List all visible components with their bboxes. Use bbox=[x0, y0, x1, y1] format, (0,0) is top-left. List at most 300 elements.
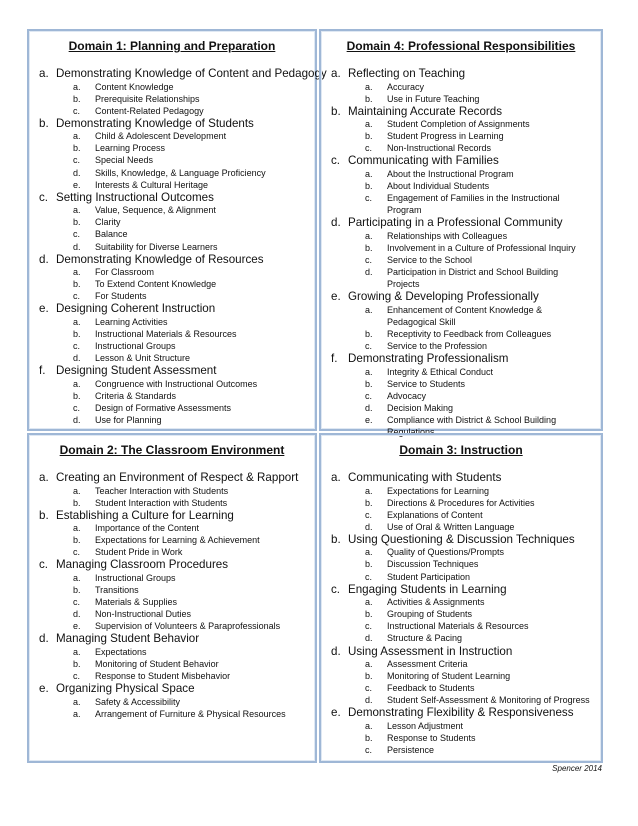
category-heading bbox=[37, 253, 307, 267]
item-letter: c. bbox=[73, 597, 81, 608]
item-text: Arrangement of Furniture & Physical Resources bbox=[95, 708, 286, 719]
list-item bbox=[329, 509, 593, 521]
category-heading bbox=[37, 509, 307, 523]
category-heading bbox=[37, 471, 307, 485]
list-item bbox=[329, 558, 593, 570]
item-text: About Individual Students bbox=[387, 181, 490, 192]
item-text: Student Pride in Work bbox=[95, 547, 183, 558]
item-letter: a. bbox=[73, 131, 81, 142]
item-letter: b. bbox=[73, 279, 81, 290]
item-text: Use of Oral & Written Language bbox=[387, 521, 515, 532]
item-text: Accuracy bbox=[387, 81, 425, 92]
list-item bbox=[329, 168, 593, 180]
item-text: Learning Activities bbox=[95, 316, 168, 327]
item-text: Student Progress in Learning bbox=[387, 131, 504, 142]
list-item bbox=[37, 81, 307, 93]
list-item bbox=[37, 390, 307, 402]
list-item bbox=[329, 378, 593, 390]
domain-1-panel bbox=[27, 29, 327, 431]
item-letter: b. bbox=[73, 217, 81, 228]
item-letter: b. bbox=[73, 659, 81, 670]
item-text: Relationships with Colleagues bbox=[387, 230, 508, 241]
item-letter: b. bbox=[365, 378, 373, 389]
item-letter: a. bbox=[73, 205, 81, 216]
list-item bbox=[329, 118, 593, 130]
item-letter: a. bbox=[73, 81, 81, 92]
category-letter: e. bbox=[39, 302, 49, 316]
category-label: Designing Student Assessment bbox=[56, 364, 217, 378]
item-letter: b. bbox=[73, 585, 81, 596]
category-label: Using Questioning & Discussion Techniques bbox=[348, 532, 575, 546]
item-letter: a. bbox=[365, 230, 373, 241]
item-letter: c. bbox=[365, 571, 373, 582]
list-item bbox=[37, 522, 307, 534]
category-letter: f. bbox=[331, 352, 338, 366]
item-text: Interests & Cultural Heritage bbox=[95, 179, 209, 190]
item-text: Learning Process bbox=[95, 143, 166, 154]
domain-3-panel bbox=[319, 433, 603, 763]
item-letter: e. bbox=[73, 621, 81, 632]
list-item bbox=[329, 340, 593, 352]
item-letter: b. bbox=[365, 181, 373, 192]
domain-4-panel bbox=[319, 29, 603, 438]
category-label: Demonstrating Professionalism bbox=[348, 352, 509, 366]
item-text: Design of Formative Assessments bbox=[95, 402, 232, 413]
category-letter: b. bbox=[331, 532, 341, 546]
category-label: Communicating with Students bbox=[348, 471, 502, 484]
item-text: Instructional Materials & Resources bbox=[387, 621, 529, 632]
list-item bbox=[329, 596, 593, 608]
category-letter: a. bbox=[331, 67, 341, 80]
item-text: Service to the Profession bbox=[387, 341, 488, 352]
item-letter: d. bbox=[365, 633, 373, 644]
category-label: Growing & Developing Professionally bbox=[348, 290, 539, 304]
category-letter: c. bbox=[39, 190, 49, 204]
item-text: Clarity bbox=[95, 217, 121, 228]
item-text: Special Needs bbox=[95, 155, 154, 166]
category-heading bbox=[329, 154, 593, 168]
list-item bbox=[329, 632, 593, 644]
list-item bbox=[37, 608, 307, 620]
item-text: Quality of Questions/Prompts bbox=[387, 547, 505, 558]
item-letter: c. bbox=[365, 193, 373, 204]
item-letter: c. bbox=[73, 229, 81, 240]
item-text: Skills, Knowledge, & Language Proficiency bbox=[95, 167, 266, 178]
category-label: Demonstrating Knowledge of Content and Pedagogy bbox=[56, 67, 327, 80]
category-label: Designing Coherent Instruction bbox=[56, 302, 216, 316]
item-letter: b. bbox=[73, 329, 81, 339]
list-item bbox=[329, 402, 593, 414]
list-item bbox=[329, 366, 593, 378]
item-text: Use for Planning bbox=[95, 415, 162, 426]
item-text: Engagement of Families in the Instructional Program bbox=[387, 193, 560, 216]
item-letter: c. bbox=[73, 341, 81, 352]
category-letter: d. bbox=[331, 644, 341, 658]
category-heading bbox=[37, 682, 307, 696]
list-item bbox=[37, 167, 307, 179]
item-text: Involvement in a Culture of Professional Inquiry bbox=[387, 242, 576, 253]
item-text: Receptivity to Feedback from Colleagues bbox=[387, 329, 552, 339]
item-letter: e. bbox=[73, 179, 81, 190]
item-letter: c. bbox=[73, 105, 81, 116]
list-item bbox=[37, 216, 307, 228]
item-text: Explanations of Content bbox=[387, 509, 483, 520]
item-letter: e. bbox=[365, 415, 373, 426]
category-heading bbox=[329, 67, 593, 81]
category-letter: a. bbox=[39, 67, 49, 80]
item-letter: d. bbox=[365, 695, 373, 706]
item-text: Non-Instructional Duties bbox=[95, 609, 192, 620]
item-text: Instructional Materials & Resources bbox=[95, 329, 237, 339]
item-text: Safety & Accessibility bbox=[95, 696, 181, 707]
list-item bbox=[37, 402, 307, 414]
item-text: About the Instructional Program bbox=[387, 168, 514, 179]
list-item bbox=[329, 485, 593, 497]
category-letter: c. bbox=[39, 558, 49, 572]
category-label: Communicating with Families bbox=[348, 154, 499, 168]
item-letter: a. bbox=[365, 168, 373, 179]
category-heading bbox=[329, 105, 593, 119]
item-letter: a. bbox=[73, 572, 81, 583]
item-letter: d. bbox=[365, 267, 373, 278]
item-letter: a. bbox=[365, 659, 373, 670]
item-letter: a. bbox=[73, 485, 81, 496]
category-heading bbox=[329, 645, 593, 659]
category-letter: b. bbox=[39, 116, 49, 130]
item-letter: a. bbox=[365, 547, 373, 558]
item-text: Assessment Criteria bbox=[387, 659, 468, 670]
item-text: Enhancement of Content Knowledge & Pedagogical Skill bbox=[387, 304, 543, 327]
category-label: Demonstrating Knowledge of Students bbox=[56, 116, 254, 130]
list-item bbox=[37, 154, 307, 166]
category-letter: d. bbox=[331, 216, 341, 230]
list-item bbox=[37, 708, 307, 720]
item-letter: a. bbox=[73, 708, 81, 719]
item-text: Balance bbox=[95, 229, 128, 240]
category-letter: c. bbox=[331, 154, 341, 168]
item-text: Use in Future Teaching bbox=[387, 93, 480, 104]
category-label: Demonstrating Flexibility & Responsiveness bbox=[348, 706, 574, 720]
item-text: Service to Students bbox=[387, 378, 466, 389]
item-text: For Students bbox=[95, 291, 147, 302]
list-item bbox=[37, 290, 307, 302]
list-item bbox=[37, 658, 307, 670]
list-item bbox=[37, 105, 307, 117]
item-letter: a. bbox=[365, 485, 373, 496]
category-label: Reflecting on Teaching bbox=[348, 67, 466, 80]
item-text: Feedback to Students bbox=[387, 683, 475, 694]
list-item bbox=[37, 228, 307, 240]
item-letter: c. bbox=[365, 621, 373, 632]
list-item bbox=[37, 179, 307, 191]
panel-title: Domain 4: Professional Responsibilities bbox=[346, 39, 576, 53]
item-letter: b. bbox=[365, 559, 373, 570]
list-item bbox=[37, 352, 307, 364]
item-letter: b. bbox=[73, 497, 81, 508]
item-letter: d. bbox=[73, 609, 81, 620]
list-item bbox=[37, 130, 307, 142]
item-letter: c. bbox=[73, 671, 81, 682]
list-item bbox=[37, 378, 307, 390]
item-text: Student Participation bbox=[387, 571, 471, 582]
list-item bbox=[37, 584, 307, 596]
list-item bbox=[329, 304, 593, 328]
category-heading bbox=[37, 632, 307, 646]
list-item bbox=[37, 485, 307, 497]
item-letter: c. bbox=[73, 402, 81, 413]
list-item bbox=[37, 646, 307, 658]
item-letter: d. bbox=[73, 353, 81, 364]
item-letter: c. bbox=[365, 390, 373, 401]
item-letter: b. bbox=[365, 733, 373, 743]
item-text: Student Interaction with Students bbox=[95, 497, 228, 508]
category-label: Establishing a Culture for Learning bbox=[56, 508, 234, 522]
category-letter: b. bbox=[331, 104, 341, 118]
list-item bbox=[329, 744, 593, 756]
category-label: Maintaining Accurate Records bbox=[348, 104, 503, 118]
list-item bbox=[329, 620, 593, 632]
item-letter: a. bbox=[365, 366, 373, 377]
list-item bbox=[37, 572, 307, 584]
item-text: Expectations for Learning bbox=[387, 485, 490, 496]
item-letter: b. bbox=[365, 242, 373, 253]
item-text: Instructional Groups bbox=[95, 572, 176, 583]
category-letter: d. bbox=[39, 632, 49, 646]
list-item bbox=[329, 93, 593, 105]
item-text: Response to Student Misbehavior bbox=[95, 671, 231, 682]
list-item bbox=[329, 732, 593, 744]
item-letter: c. bbox=[73, 291, 81, 302]
category-label: Engaging Students in Learning bbox=[348, 582, 507, 596]
list-item bbox=[37, 328, 307, 340]
item-text: Child & Adolescent Development bbox=[95, 131, 227, 142]
item-letter: b. bbox=[365, 329, 373, 339]
list-item bbox=[329, 658, 593, 670]
list-item bbox=[329, 694, 593, 706]
item-letter: b. bbox=[73, 93, 81, 104]
item-text: Grouping of Students bbox=[387, 609, 473, 620]
item-text: Importance of the Content bbox=[95, 523, 200, 534]
list-item bbox=[329, 192, 593, 216]
category-letter: f. bbox=[39, 364, 46, 378]
panel-title: Domain 1: Planning and Preparation bbox=[68, 39, 276, 53]
list-item bbox=[329, 81, 593, 93]
item-text: Structure & Pacing bbox=[387, 633, 463, 644]
list-item bbox=[37, 414, 307, 426]
item-text: Congruence with Instructional Outcomes bbox=[95, 378, 258, 389]
item-text: Teacher Interaction with Students bbox=[95, 485, 229, 496]
item-text: Expectations bbox=[95, 646, 147, 657]
category-letter: c. bbox=[331, 582, 341, 596]
list-item bbox=[37, 241, 307, 253]
item-letter: a. bbox=[365, 304, 373, 315]
item-text: Student Completion of Assignments bbox=[387, 119, 530, 130]
item-text: Directions & Procedures for Activities bbox=[387, 497, 535, 508]
item-letter: b. bbox=[73, 535, 81, 546]
item-text: Compliance with District & School Building Regulations bbox=[387, 415, 557, 438]
item-text: Advocacy bbox=[387, 390, 427, 401]
panel-title: Domain 2: The Classroom Environment bbox=[59, 443, 285, 457]
list-item bbox=[37, 620, 307, 632]
item-text: For Classroom bbox=[95, 267, 155, 278]
panel-title: Domain 3: Instruction bbox=[399, 443, 523, 457]
category-letter: e. bbox=[39, 682, 49, 696]
domain-2-panel bbox=[27, 433, 317, 763]
item-letter: c. bbox=[73, 155, 81, 166]
item-letter: d. bbox=[73, 167, 81, 178]
item-text: Prerequisite Relationships bbox=[95, 93, 200, 104]
item-letter: d. bbox=[365, 402, 373, 413]
item-text: Transitions bbox=[95, 585, 139, 596]
category-heading bbox=[37, 558, 307, 572]
item-letter: b. bbox=[73, 143, 81, 154]
item-letter: a. bbox=[73, 646, 81, 657]
category-heading bbox=[37, 67, 327, 81]
category-heading bbox=[37, 117, 307, 131]
list-item bbox=[329, 521, 593, 533]
list-item bbox=[37, 546, 307, 558]
category-label: Participating in a Professional Community bbox=[348, 216, 563, 230]
item-letter: a. bbox=[73, 267, 81, 278]
category-letter: e. bbox=[331, 290, 341, 304]
list-item bbox=[329, 670, 593, 682]
list-item bbox=[37, 340, 307, 352]
category-heading bbox=[329, 216, 593, 230]
item-letter: c. bbox=[365, 255, 373, 266]
list-item bbox=[329, 720, 593, 732]
category-letter: b. bbox=[39, 508, 49, 522]
list-item bbox=[37, 316, 307, 328]
item-letter: c. bbox=[365, 341, 373, 352]
item-text: Student Self-Assessment & Monitoring of Progress bbox=[387, 695, 590, 706]
list-item bbox=[37, 278, 307, 290]
list-item bbox=[329, 390, 593, 402]
item-text: Discussion Techniques bbox=[387, 559, 479, 570]
category-label: Setting Instructional Outcomes bbox=[56, 190, 214, 204]
category-label: Using Assessment in Instruction bbox=[348, 644, 513, 658]
list-item bbox=[329, 328, 593, 340]
item-letter: a. bbox=[73, 316, 81, 327]
category-heading bbox=[329, 533, 593, 547]
item-text: Monitoring of Student Behavior bbox=[95, 659, 219, 670]
item-letter: d. bbox=[73, 415, 81, 426]
list-item bbox=[329, 242, 593, 254]
category-letter: a. bbox=[331, 471, 341, 484]
list-item bbox=[329, 266, 593, 290]
category-letter: d. bbox=[39, 252, 49, 266]
item-letter: c. bbox=[365, 683, 373, 694]
item-text: Criteria & Standards bbox=[95, 390, 177, 401]
item-letter: b. bbox=[365, 131, 373, 142]
category-heading bbox=[37, 364, 307, 378]
category-heading bbox=[329, 352, 593, 366]
list-item bbox=[329, 497, 593, 509]
item-text: Persistence bbox=[387, 745, 435, 756]
item-letter: c. bbox=[365, 745, 373, 756]
item-text: Activities & Assignments bbox=[387, 597, 485, 608]
item-text: Suitability for Diverse Learners bbox=[95, 241, 218, 252]
item-letter: a. bbox=[73, 378, 81, 389]
list-item bbox=[329, 682, 593, 694]
item-text: Lesson Adjustment bbox=[387, 720, 464, 731]
item-text: Integrity & Ethical Conduct bbox=[387, 366, 494, 377]
item-text: To Extend Content Knowledge bbox=[95, 279, 217, 290]
item-text: Service to the School bbox=[387, 255, 473, 266]
category-label: Organizing Physical Space bbox=[56, 682, 195, 696]
list-item bbox=[329, 142, 593, 154]
item-text: Content Knowledge bbox=[95, 81, 174, 92]
category-heading bbox=[37, 302, 307, 316]
item-text: Supervision of Volunteers & Paraprofessionals bbox=[95, 621, 281, 632]
category-heading bbox=[329, 290, 593, 304]
item-letter: a. bbox=[365, 597, 373, 608]
item-text: Value, Sequence, & Alignment bbox=[95, 205, 216, 216]
item-letter: b. bbox=[365, 671, 373, 682]
list-item bbox=[37, 497, 307, 509]
item-letter: a. bbox=[365, 720, 373, 731]
item-letter: b. bbox=[365, 93, 373, 104]
list-item bbox=[37, 670, 307, 682]
category-label: Managing Student Behavior bbox=[56, 632, 200, 646]
category-label: Creating an Environment of Respect & Rapport bbox=[56, 471, 299, 484]
list-item bbox=[329, 608, 593, 620]
list-item bbox=[329, 180, 593, 192]
list-item bbox=[37, 266, 307, 278]
category-heading bbox=[329, 706, 593, 720]
list-item bbox=[329, 130, 593, 142]
item-text: Non-Instructional Records bbox=[387, 143, 492, 154]
category-heading bbox=[37, 191, 307, 205]
item-letter: c. bbox=[73, 547, 81, 558]
list-item bbox=[329, 254, 593, 266]
list-item bbox=[37, 534, 307, 546]
category-letter: a. bbox=[39, 471, 49, 484]
item-text: Monitoring of Student Learning bbox=[387, 671, 511, 682]
item-letter: b. bbox=[365, 497, 373, 508]
item-text: Lesson & Unit Structure bbox=[95, 353, 191, 364]
item-letter: c. bbox=[365, 143, 373, 154]
category-label: Managing Classroom Procedures bbox=[56, 558, 229, 572]
item-text: Decision Making bbox=[387, 402, 454, 413]
item-letter: d. bbox=[73, 241, 81, 252]
item-letter: a. bbox=[73, 523, 81, 534]
item-text: Expectations for Learning & Achievement bbox=[95, 535, 260, 546]
list-item bbox=[37, 204, 307, 216]
category-label: Demonstrating Knowledge of Resources bbox=[56, 252, 264, 266]
item-letter: c. bbox=[365, 509, 373, 520]
list-item bbox=[37, 142, 307, 154]
list-item bbox=[329, 546, 593, 558]
item-letter: a. bbox=[73, 696, 81, 707]
category-letter: e. bbox=[331, 706, 341, 720]
item-letter: a. bbox=[365, 81, 373, 92]
item-text: Content-Related Pedagogy bbox=[95, 105, 204, 116]
category-heading bbox=[329, 583, 593, 597]
item-letter: a. bbox=[365, 119, 373, 130]
category-heading bbox=[329, 471, 593, 485]
item-letter: b. bbox=[73, 390, 81, 401]
item-text: Participation in District and School Building Projects bbox=[387, 267, 559, 290]
item-text: Materials & Supplies bbox=[95, 597, 178, 608]
item-letter: d. bbox=[365, 521, 373, 532]
item-letter: b. bbox=[365, 609, 373, 620]
list-item bbox=[329, 571, 593, 583]
item-text: Response to Students bbox=[387, 733, 476, 743]
list-item bbox=[37, 596, 307, 608]
list-item bbox=[37, 696, 307, 708]
list-item bbox=[37, 93, 307, 105]
list-item bbox=[329, 230, 593, 242]
